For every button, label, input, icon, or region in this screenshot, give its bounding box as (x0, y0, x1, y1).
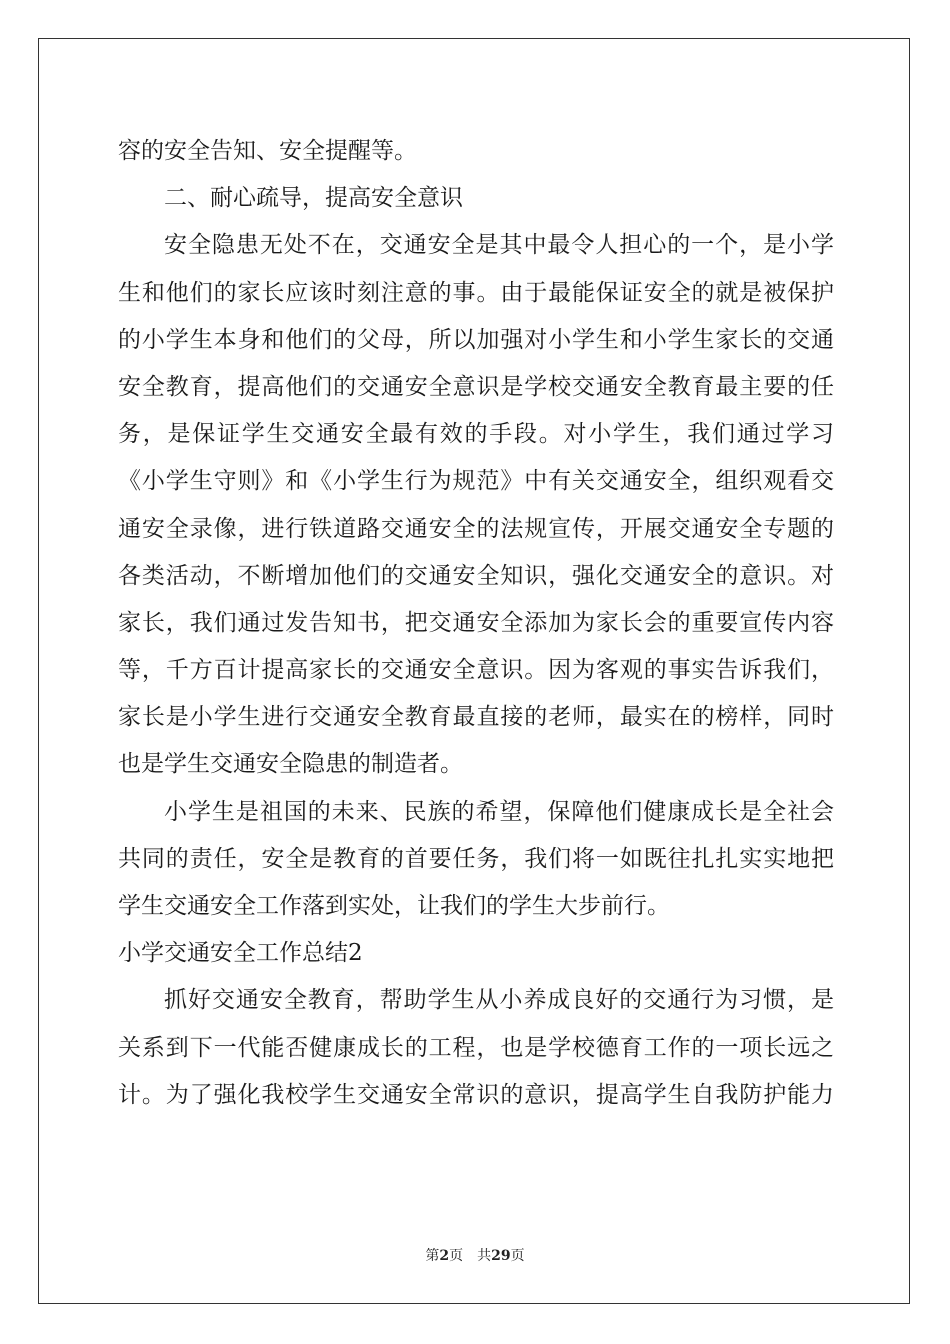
footer-mid: 页 共 (449, 1248, 492, 1264)
document-body (118, 128, 834, 1119)
text-line: 家长，我们通过发告知书，把交通安全添加为家长会的重要宣传内容 (118, 609, 834, 636)
total-page-count: 29 (491, 1248, 511, 1264)
text-line: 也是学生交通安全隐患的制造者。 (118, 751, 463, 778)
text-line: 《小学生守则》和《小学生行为规范》中有关交通安全，组织观看交 (118, 468, 834, 495)
text-line: 关系到下一代能否健康成长的工程，也是学校德育工作的一项长远之 (118, 1034, 834, 1061)
text-line: 安全教育，提高他们的交通安全意识是学校交通安全教育最主要的任 (118, 373, 834, 400)
text-line: 各类活动，不断增加他们的交通安全知识，强化交通安全的意识。对 (118, 562, 834, 589)
text-line: 家长是小学生进行交通安全教育最直接的老师，最实在的榜样，同时 (118, 704, 834, 731)
footer-prefix: 第 (425, 1248, 440, 1264)
text-line: 的小学生本身和他们的父母，所以加强对小学生和小学生家长的交通 (118, 326, 834, 353)
text-line: 小学生是祖国的未来、民族的希望，保障他们健康成长是全社会 (164, 798, 834, 825)
section-title: 小学交通安全工作总结2 (118, 940, 363, 967)
text-line: 务，是保证学生交通安全最有效的手段。对小学生，我们通过学习 (118, 421, 834, 448)
text-line: 生和他们的家长应该时刻注意的事。由于最能保证安全的就是被保护 (118, 279, 834, 306)
text-line: 抓好交通安全教育，帮助学生从小养成良好的交通行为习惯，是 (164, 987, 834, 1014)
footer-suffix: 页 (510, 1248, 525, 1264)
text-line: 等，千方百计提高家长的交通安全意识。因为客观的事实告诉我们， (118, 657, 834, 684)
text-line: 计。为了强化我校学生交通安全常识的意识，提高学生自我防护能力 (118, 1081, 834, 1108)
text-line: 共同的责任，安全是教育的首要任务，我们将一如既往扎扎实实地把 (118, 845, 834, 872)
text-line: 通安全录像，进行铁道路交通安全的法规宣传，开展交通安全专题的 (118, 515, 834, 542)
section-heading: 二、耐心疏导，提高安全意识 (164, 185, 463, 212)
text-line: 安全隐患无处不在，交通安全是其中最令人担心的一个，是小学 (164, 232, 834, 259)
text-line: 容的安全告知、安全提醒等。 (118, 138, 417, 164)
text-line: 学生交通安全工作落到实处，让我们的学生大步前行。 (118, 893, 670, 919)
current-page-number: 2 (439, 1248, 450, 1264)
page-number-footer (0, 1245, 950, 1265)
